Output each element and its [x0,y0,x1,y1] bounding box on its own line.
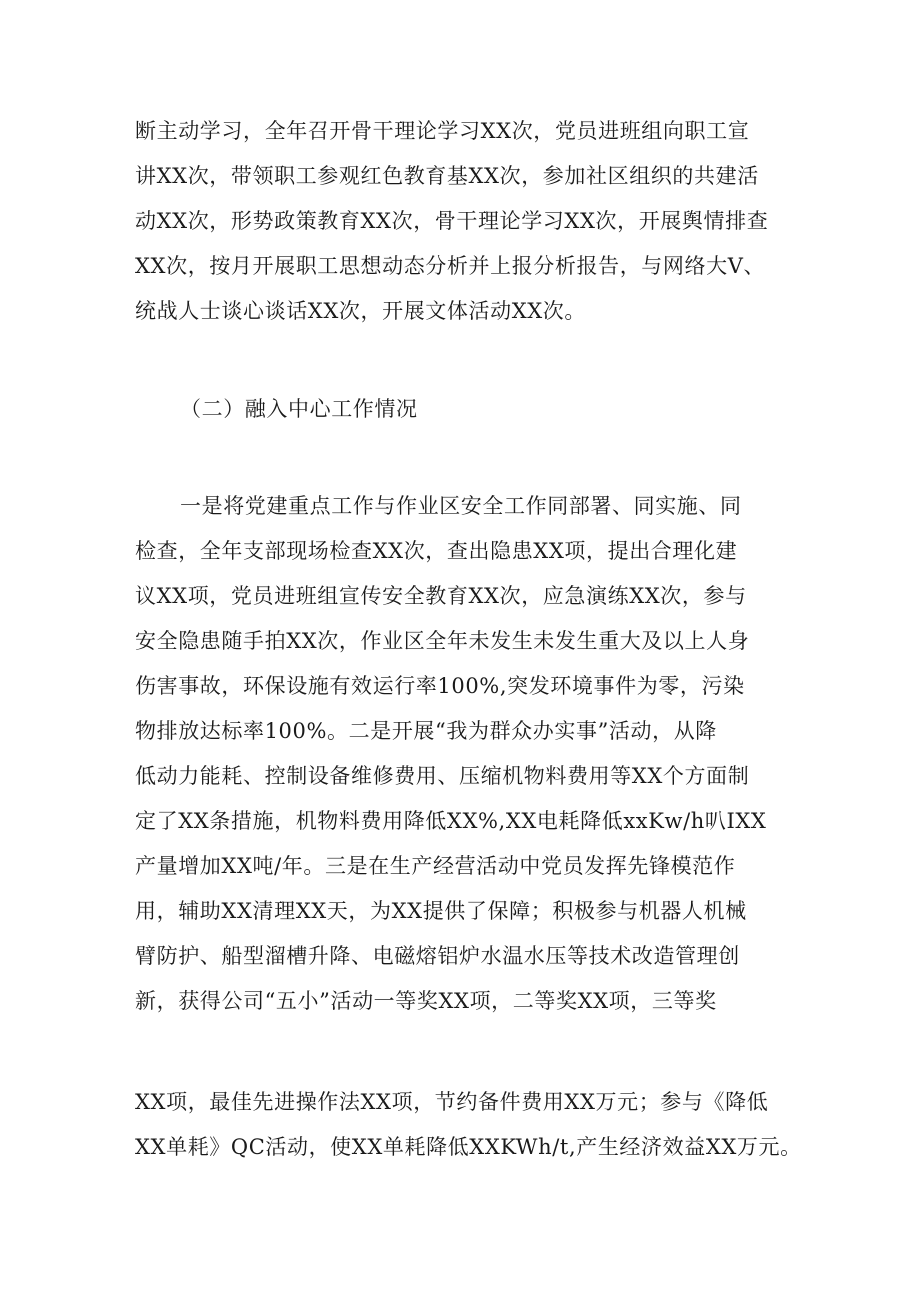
text-line: 统战人士谈心谈话XX次，开展文体活动XX次。 [135,299,586,323]
text-line: 断主动学习，全年召开骨干理论学习XX次，党员进班组向职工宣 [135,119,750,143]
section-heading: （二）融入中心工作情况 [180,397,418,421]
text-line: 安全隐患随手拍XX次，作业区全年未发生未发生重大及以上人身 [135,629,750,653]
text-line: 产量增加XX吨/年。三是在生产经营活动中党员发挥先锋模范作 [135,854,736,878]
text-line: 低动力能耗、控制设备维修费用、压缩机物料费用等XX个方面制 [135,764,750,788]
text-line: XX项，最佳先进操作法XX项，节约备件费用XX万元；参与《降低 [135,1090,769,1114]
text-line: 定了XX条措施，机物料费用降低XX%,XX电耗降低xxKw/h叭IXX [135,809,767,833]
text-line: 伤害事故，环保设施有效运行率100%,突发环境事件为零，污染 [135,674,745,698]
text-line: 物排放达标率100%。二是开展“我为群众办实事”活动，从降 [135,719,717,743]
text-line: 动XX次，形势政策教育XX次，骨干理论学习XX次，开展舆情排查 [135,209,769,233]
text-line: XX次，按月开展职工思想动态分析并上报分析报告，与网络大V、 [135,254,766,278]
text-line: 议XX项，党员进班组宣传安全教育XX次，应急演练XX次，参与 [135,584,747,608]
text-line: XX单耗》QC活动，使XX单耗降低XXKWh/t,产生经济效益XX万元。 [135,1135,802,1159]
text-line: 臂防护、船型溜槽升降、电磁熔铝炉水温水压等技术改造管理创 [135,944,740,968]
text-line: 新，获得公司“五小”活动一等奖XX项，二等奖XX项，三等奖 [135,989,717,1013]
text-line: 讲XX次，带领职工参观红色教育基XX次，参加社区组织的共建活 [135,164,759,188]
text-line: 检查，全年支部现场检查XX次，查出隐患XX项，提出合理化建 [135,539,738,563]
text-line: 一是将党建重点工作与作业区安全工作同部署、同实施、同 [180,494,742,518]
text-line: 用，辅助XX清理XX天，为XX提供了保障；积极参与机器人机械 [135,899,747,923]
